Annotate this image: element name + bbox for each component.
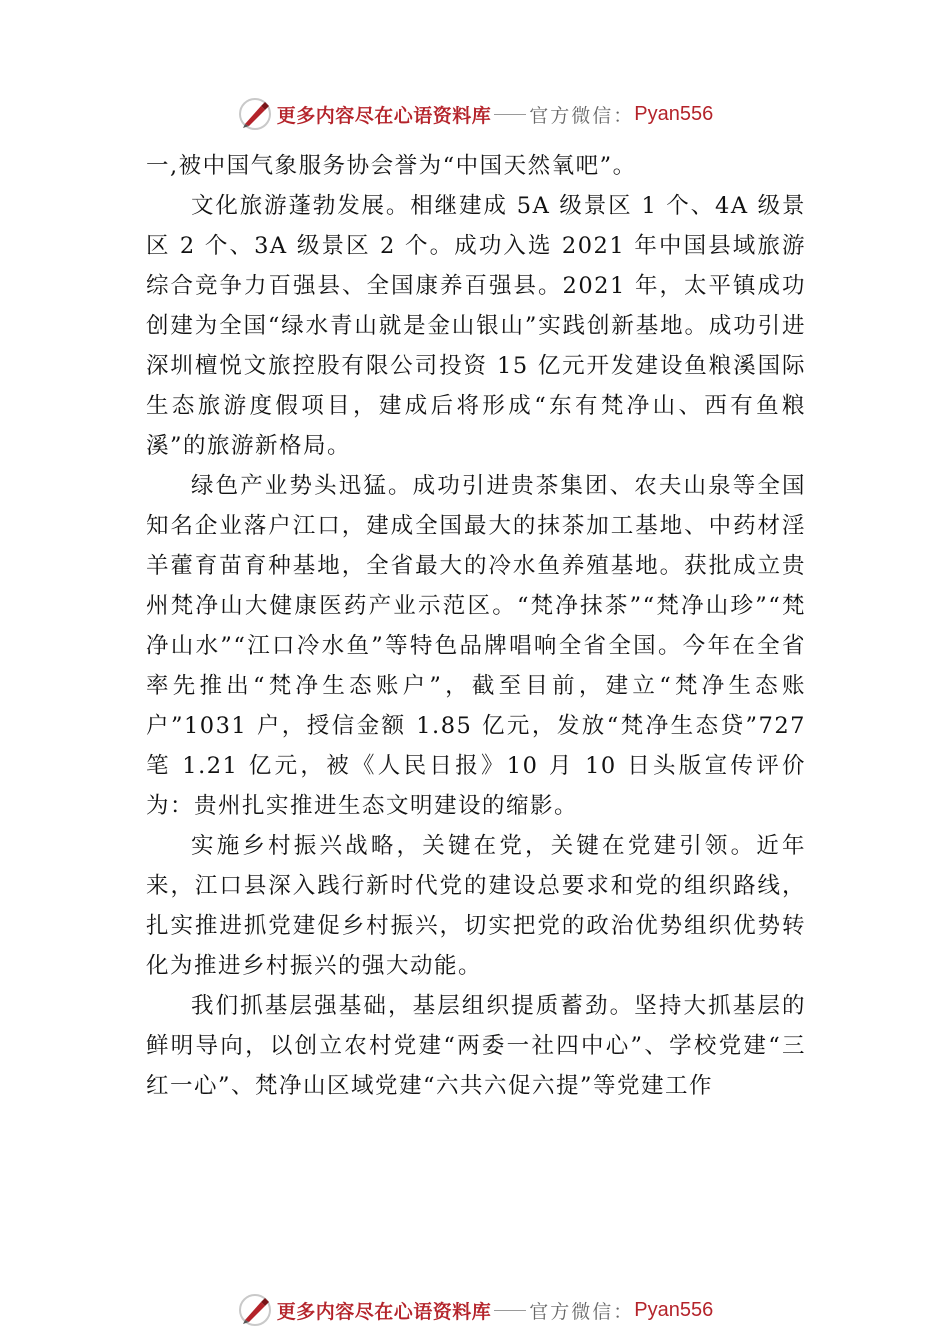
footer-label-text: 官方微信： xyxy=(529,1300,635,1323)
paragraph-grassroots: 我们抓基层强基础，基层组织提质蓄劲。坚持大抓基层的鲜明导向，以创立农村党建“两委一社四中心”、学校党建“三红一心”、梵净山区域党建“六共六促六提”等党建工作 xyxy=(146,993,806,1099)
footer-account-text: Pyan556 xyxy=(634,1298,714,1321)
header-account-text: Pyan556 xyxy=(634,102,714,125)
pen-nib-logo-icon xyxy=(237,1292,273,1328)
footer-watermark xyxy=(0,1290,950,1330)
header-label-text: 官方微信： xyxy=(529,104,635,127)
paragraph-continuation: 一,被中国气象服务协会誉为“中国天然氧吧”。 xyxy=(146,153,637,179)
header-dash xyxy=(494,114,526,115)
footer-brand-text: 更多内容尽在心语资料库 xyxy=(276,1300,492,1323)
footer-dash xyxy=(494,1310,526,1311)
header-watermark xyxy=(0,94,950,134)
pen-nib-logo-icon xyxy=(237,96,273,132)
paragraph-green-industry: 绿色产业势头迅猛。成功引进贵茶集团、农夫山泉等全国知名企业落户江口，建成全国最大的抹茶加工基地、中药材淫羊藿育苗育种基地，全省最大的冷水鱼养殖基地。获批成立贵州梵净山大健康医药产业示范区。“梵净抹茶”“梵净山珍”“梵净山水”“江口冷水鱼”等特色品牌唱响全省全国。今年在全省率先推出“梵净生态账户”，截至目前，建立“梵净生态账户”1031 户，授信金额 1.85 亿元，发放“梵净生态贷”727 笔 1.21 亿元，被《人民日报》10 月 10 日头版宣传评价为：贵州扎实推进生态文明建设的缩影。 xyxy=(146,473,806,819)
header-brand-text: 更多内容尽在心语资料库 xyxy=(276,104,492,127)
paragraph-tourism: 文化旅游蓬勃发展。相继建成 5A 级景区 1 个、4A 级景区 2 个、3A 级景区 2 个。成功入选 2021 年中国县域旅游综合竞争力百强县、全国康养百强县。2021 年，太平镇成功创建为全国“绿水青山就是金山银山”实践创新基地。成功引进深圳檀悦文旅控股有限公司投资 15 亿元开发建设鱼粮溪国际生态旅游度假项目，建成后将形成“东有梵净山、西有鱼粮溪”的旅游新格局。 xyxy=(146,193,806,459)
document-body xyxy=(146,146,806,1106)
paragraph-rural-revitalization: 实施乡村振兴战略，关键在党，关键在党建引领。近年来，江口县深入践行新时代党的建设总要求和党的组织路线，扎实推进抓党建促乡村振兴，切实把党的政治优势组织优势转化为推进乡村振兴的强大动能。 xyxy=(146,833,806,979)
